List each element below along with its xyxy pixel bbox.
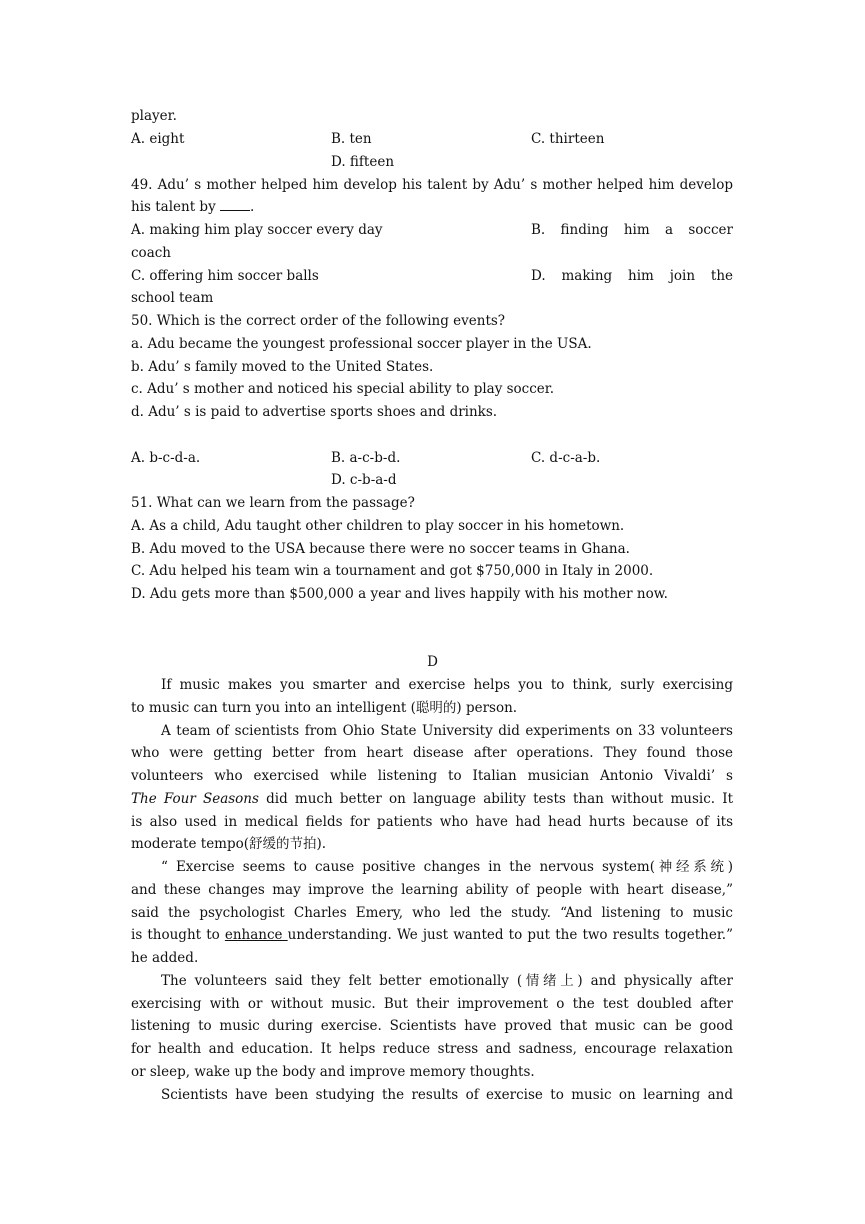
q50-event-a: a. Adu became the youngest professional soccer player in the USA.: [131, 336, 592, 352]
p2-line4: [131, 790, 733, 808]
q50-event-c: c. Adu’ s mother and noticed his special ability to play soccer.: [131, 381, 555, 397]
q48-option-a: A. eight: [131, 131, 185, 147]
q49-option-b: B. finding him a soccer: [531, 222, 733, 238]
p1-line1: If music makes you smarter and exercise helps you to think, surly exercising: [161, 677, 733, 693]
q51-option-b: B. Adu moved to the USA because there were no soccer teams in Ghana.: [131, 541, 630, 557]
passage-title: D: [427, 654, 438, 670]
p3-line4-pre: is thought to: [131, 927, 225, 943]
p3-line4: [131, 926, 733, 944]
q49-stem-post: .: [250, 199, 255, 215]
p2-line5: is also used in medical fields for patients who have had head hurts because of its: [131, 814, 733, 830]
q48-option-d: D. fifteen: [331, 154, 395, 170]
q48-option-b: B. ten: [331, 131, 372, 147]
p2-line3: volunteers who exercised while listening to Italian musician Antonio Vivaldi’ s: [131, 768, 733, 784]
q48-stem-tail: player.: [131, 108, 177, 124]
p2-line2: who were getting better from heart disease after operations. They found those: [131, 745, 733, 761]
p4-line3: listening to music during exercise. Scientists have proved that music can be good: [131, 1018, 733, 1034]
answer-blank: [220, 198, 250, 211]
book-title: The Four Seasons: [131, 791, 259, 807]
q49-stem-pre: his talent by: [131, 199, 216, 215]
p3-line2: and these changes may improve the learning ability of people with heart disease,”: [131, 882, 733, 898]
q51-stem: 51. What can we learn from the passage?: [131, 495, 415, 511]
p2-line1: A team of scientists from Ohio State University did experiments on 33 volunteers: [161, 723, 733, 739]
q50-stem: 50. Which is the correct order of the following events?: [131, 313, 506, 329]
q50-event-b: b. Adu’ s family moved to the United States.: [131, 359, 434, 375]
q49-stem-line2: [131, 198, 254, 216]
q48-option-c: C. thirteen: [531, 131, 605, 147]
p2-line4-rest: did much better on language ability tests than without music. It: [258, 791, 733, 807]
q51-option-a: A. As a child, Adu taught other children to play soccer in his hometown.: [131, 518, 625, 534]
q49-stem-line1: 49. Adu’ s mother helped him develop his talent by Adu’ s mother helped him develop: [131, 177, 733, 193]
p3-line5: he added.: [131, 950, 199, 966]
underlined-word: enhance: [224, 927, 288, 943]
q50-option-d: D. c-b-a-d: [331, 472, 397, 488]
q49-option-c: C. offering him soccer balls: [131, 268, 319, 284]
q50-option-a: A. b-c-d-a.: [131, 450, 201, 466]
p3-line4-post: understanding. We just wanted to put the two results together.”: [287, 927, 733, 943]
p4-line1: The volunteers said they felt better emotionally (情绪上) and physically after: [161, 973, 733, 989]
q49-option-a: A. making him play soccer every day: [131, 222, 383, 238]
p3-line3: said the psychologist Charles Emery, who led the study. “And listening to music: [131, 905, 733, 921]
p4-line2: exercising with or without music. But their improvement o the test doubled after: [131, 996, 733, 1012]
q49-option-d: D. making him join the: [531, 268, 733, 284]
p3-line1: “ Exercise seems to cause positive changes in the nervous system(神经系统): [161, 859, 733, 875]
p4-line4: for health and education. It helps reduce stress and sadness, encourage relaxation: [131, 1041, 733, 1057]
q50-option-c: C. d-c-a-b.: [531, 450, 601, 466]
p2-line6: moderate tempo(舒缓的节拍).: [131, 836, 327, 852]
q50-option-b: B. a-c-b-d.: [331, 450, 401, 466]
p1-line2: to music can turn you into an intelligent (聪明的) person.: [131, 700, 518, 716]
p4-line5: or sleep, wake up the body and improve memory thoughts.: [131, 1064, 535, 1080]
q50-event-d: d. Adu’ s is paid to advertise sports shoes and drinks.: [131, 404, 498, 420]
q49-option-b-wrap: coach: [131, 245, 171, 261]
q49-option-d-wrap: school team: [131, 290, 214, 306]
p5-line1: Scientists have been studying the results of exercise to music on learning and: [161, 1087, 733, 1103]
q51-option-d: D. Adu gets more than $500,000 a year and lives happily with his mother now.: [131, 586, 668, 602]
q51-option-c: C. Adu helped his team win a tournament and got $750,000 in Italy in 2000.: [131, 563, 654, 579]
